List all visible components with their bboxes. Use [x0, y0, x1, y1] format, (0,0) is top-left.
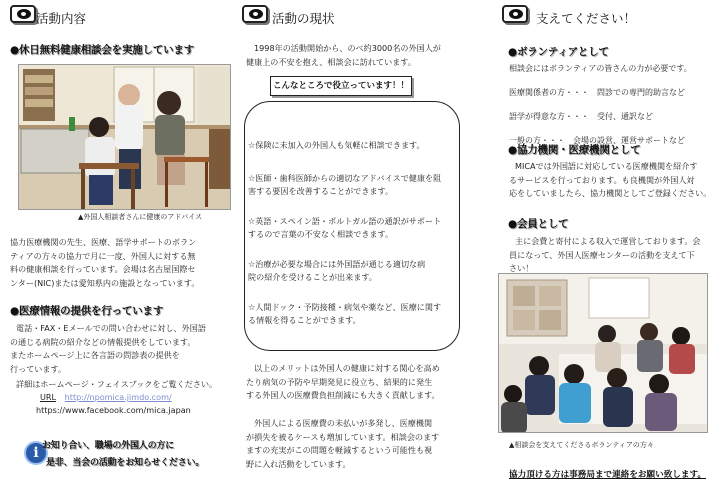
member-heading: ●会員として [508, 218, 569, 230]
consultation-description-line: 料の健康相談を行っています。会場は名古屋国際セ [10, 264, 196, 274]
middle-column-title: 活動の現状 [272, 11, 335, 26]
useful-callout: こんなところで役立っています！！ [270, 76, 412, 96]
benefit-item: ☆保険に未加入の外国人も気軽に相談できます。 [248, 140, 425, 150]
benefit-item: る情報を得ることができます。 [248, 315, 361, 325]
info-icon: i [24, 441, 48, 465]
website-link[interactable]: http://npomica.jimdo.com/ [64, 392, 172, 402]
volunteers-photo [498, 273, 708, 433]
member-line: 員になって、外国人医療センターの活動を支えて下 [509, 249, 695, 260]
url-row [40, 391, 172, 405]
benefit-item: ☆英語・スペイン語・ポルトガル語の通訳がサポート [248, 215, 442, 226]
medical-info-line: 行っています。 [10, 363, 67, 374]
activity-intro-line: 1998年の活動開始から、のべ約3000名の外国人が [254, 43, 441, 53]
activity-intro-line: 健康上の不安を抱え、相談会に訪れています。 [246, 56, 416, 67]
benefit-item: 害する要因を改善することができます。 [248, 186, 394, 196]
benefit-item: ☆人間ドック・予防接種・病気や薬など、医療に関す [248, 301, 442, 312]
activity-intro [246, 42, 466, 69]
benefit-item: ☆医師・歯科医師からの適切なアドバイスで健康を阻 [248, 172, 442, 183]
consultation-description-line: 協力医療機関の先生、医療、語学サポートのボラン [10, 237, 197, 247]
unpaid-line: 外国人による医療費の未払いが多発し、医療機関 [254, 418, 433, 428]
camera-icon [10, 5, 36, 23]
consultation-photo-caption: ▲外国人相談者さんに健康のアドバイス [78, 213, 203, 221]
merit-line: たり病気の予防や早期発見に役立ち、結果的に発生 [246, 376, 433, 387]
benefit-item: するので言葉の不安なく相談できます。 [248, 229, 394, 239]
medical-info-line: の通じる病院の紹介などの情報提供をしています。 [10, 336, 196, 347]
unpaid-line: ますの充実がこの問題を軽減するという可能性も視 [246, 445, 433, 455]
tell-friends-line-1: お知り合い、職場の外国人の方に [42, 441, 175, 451]
see-website-text: 詳細はホームページ・フェイスブックをご覧ください。 [16, 379, 218, 389]
partner-heading: ●協力機関・医療機関として [508, 144, 641, 156]
left-column-title: 活動内容 [36, 11, 87, 26]
benefits-list [248, 139, 458, 328]
merit-line: する外国人の医療費負担削減にも大きく貢献します。 [246, 390, 440, 400]
benefit-item: 院の紹介を受けることが出来ます。 [248, 272, 377, 282]
volunteer-line: 一般の方・・・ 会場の設営、運営サポートなど [509, 136, 685, 145]
partner-line: MICAでは外国語に対応している医療機関を紹介す [515, 161, 698, 171]
consultation-photo [18, 64, 231, 210]
medical-info-line: 電話・FAX・Eメールでの問い合わせに対し、外国語 [16, 323, 206, 333]
member-line: 主に会費と寄付による収入で運営しております。会 [515, 236, 701, 246]
consultation-description-line: ンター(NIC)または愛知県内の施設となっています。 [10, 277, 200, 288]
facebook-link[interactable]: https://www.facebook.com/mica.japan [36, 405, 191, 415]
member-description [509, 235, 717, 276]
volunteers-photo-caption: ▲相談会を支えてくださるボランティアの方々 [509, 441, 654, 449]
unpaid-line: が損失を被るケースも増加しています。相談会のます [246, 431, 440, 442]
member-line: さい！ [509, 263, 534, 273]
camera-icon [242, 5, 268, 23]
medical-info-line: またホームページ上に各言語の問診表の提供を [10, 350, 180, 360]
free-consultation-heading: ●休日無料健康相談会を実施しています [10, 44, 195, 56]
benefit-item: ☆治療が必要な場合には外国語が通じる適切な病 [248, 258, 426, 269]
volunteer-line: 相談会にはボランティアの皆さんの力が必要です。 [509, 64, 692, 73]
medical-info-description [10, 322, 242, 376]
consultation-description-line: ティアの方々の協力で月に一度、外国人に対する無 [10, 250, 196, 261]
merit-paragraph [246, 362, 464, 403]
url-label: URL [40, 392, 57, 402]
contact-footer: 協力頂ける方は事務局まで連絡をお願い致します。 [509, 470, 706, 480]
consultation-description [10, 236, 242, 290]
partner-line: 応をしていましたら、協力機関としてご登録ください。 [509, 188, 712, 198]
merit-line: 以上のメリットは外国人の健康に対する関心を高め [254, 363, 440, 373]
right-column-title: 支えてください！ [536, 11, 637, 26]
unpaid-paragraph [246, 417, 464, 471]
volunteer-heading: ●ボランティアとして [508, 46, 609, 58]
camera-icon [502, 5, 528, 23]
partner-line: るサービスを行っております。も良機関が外国人対 [509, 174, 695, 185]
tell-friends-line-2: 是非、当会の活動をお知らせください。 [46, 458, 205, 468]
unpaid-line: 野に入れ活動をしています。 [246, 458, 351, 469]
volunteer-line: 語学が得意な方・・・ 受付、通訳など [509, 112, 653, 121]
partner-description [509, 160, 717, 201]
volunteer-line: 医療関係者の方・・・ 問診での専門的助言など [509, 88, 685, 97]
medical-info-heading: ●医療情報の提供を行っています [10, 305, 164, 317]
